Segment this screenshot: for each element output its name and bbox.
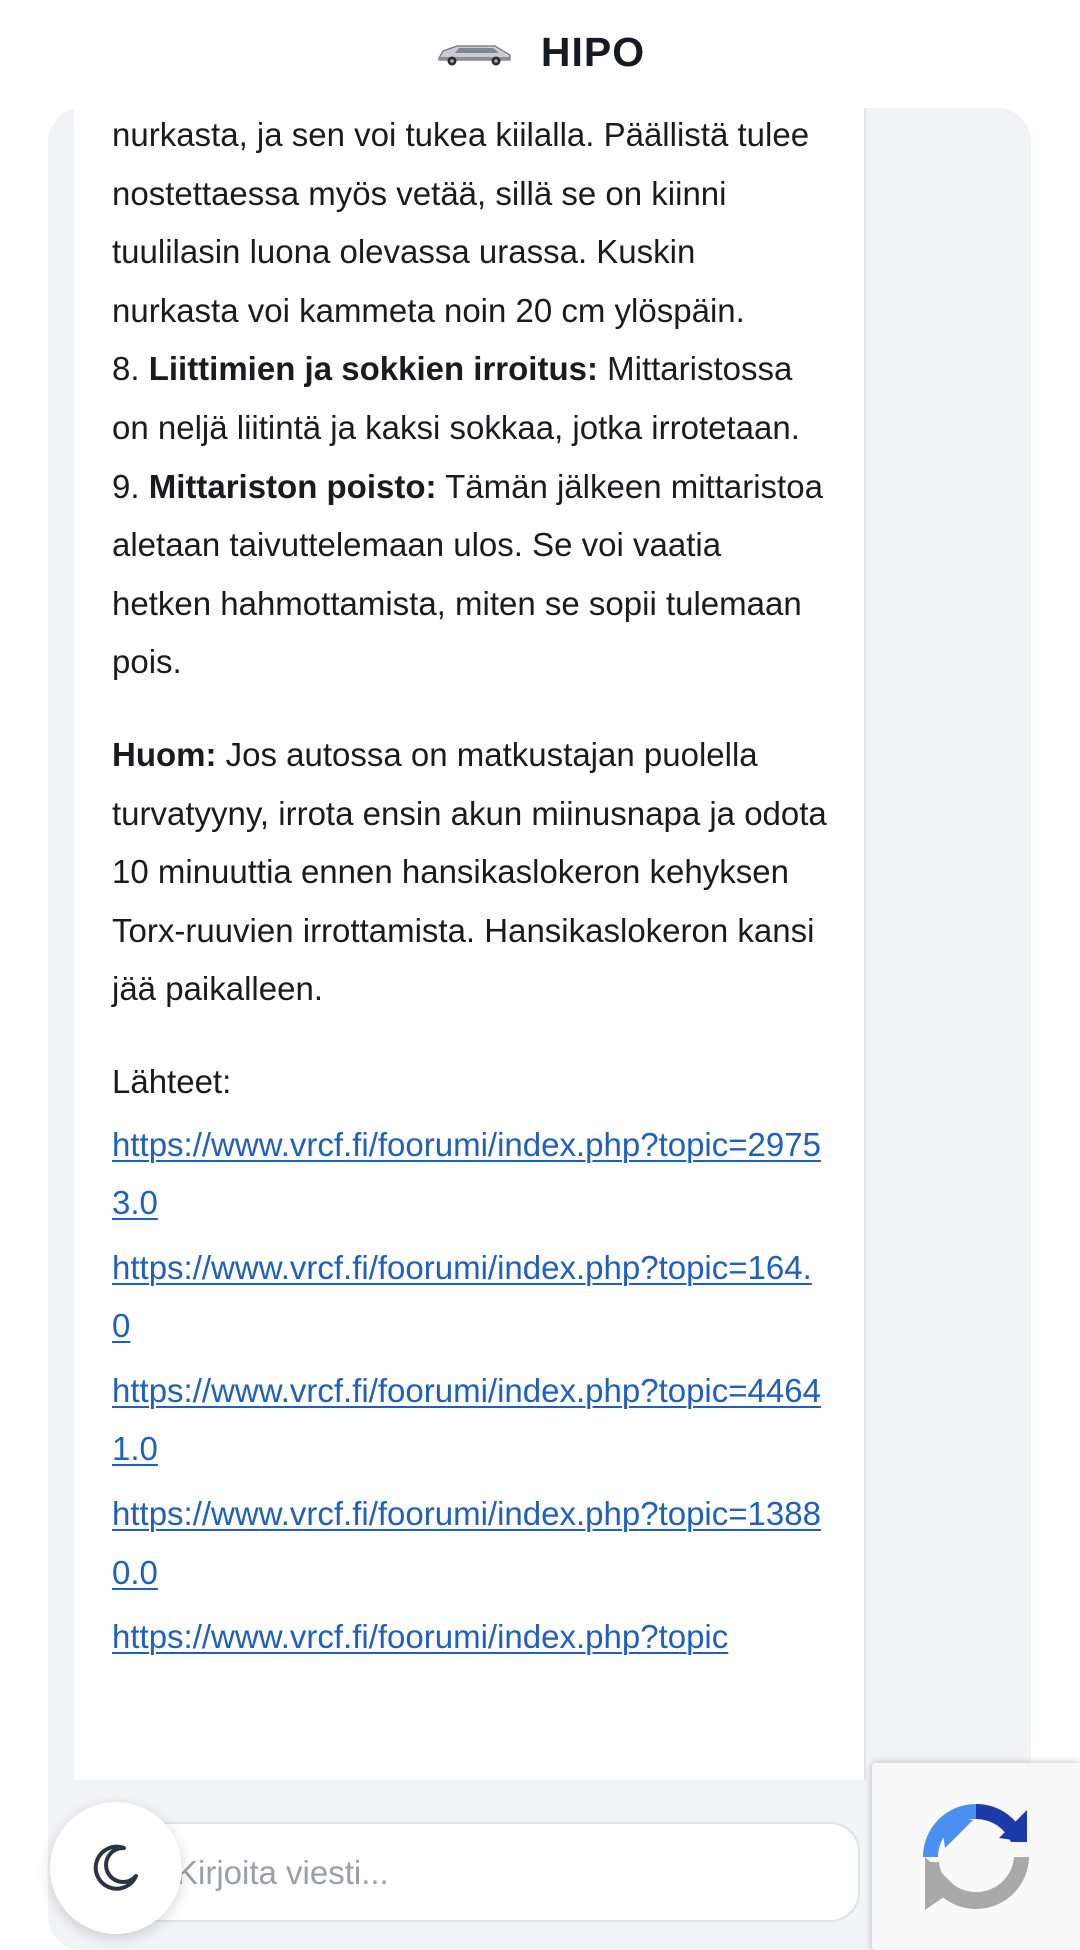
sources-label: Lähteet:: [112, 1062, 232, 1100]
note-text: Jos autossa on matkustajan puolella turvatyyny, irrota ensin akun miinusnapa ja odota 10 minuuttia ennen hansikaslokeron kehyksen Torx-ruuvien irrottamista. Hansikaslokeron kansi jää paikalleen.: [112, 735, 827, 1008]
step-title: Mittariston poisto:: [148, 467, 437, 505]
recaptcha-icon: [911, 1792, 1041, 1922]
step-number: 9.: [112, 467, 140, 505]
source-link[interactable]: https://www.vrcf.fi/foorumi/index.php?topic=44641.0: [112, 1371, 821, 1468]
step-text: Mittaristossa on neljä liitintä ja kaksi sokkaa, jotka irrotetaan.: [112, 350, 800, 446]
source-link[interactable]: https://www.vrcf.fi/foorumi/index.php?topic=29753.0: [112, 1125, 821, 1222]
header-brand: [435, 29, 645, 76]
source-link[interactable]: https://www.vrcf.fi/foorumi/index.php?topic=164.0: [112, 1248, 812, 1345]
step-item-8: [112, 340, 828, 457]
step-text: Tämän jälkeen mittaristoa aletaan taivuttelemaan ulos. Se voi vaatia hetken hahmottamista, miten se sopii tulemaan pois.: [112, 467, 823, 681]
moon-icon: [90, 1842, 142, 1894]
theme-toggle-button[interactable]: [50, 1802, 182, 1934]
message-body: [74, 108, 864, 1667]
step-item-9: [112, 458, 828, 692]
step-number: 8.: [112, 350, 140, 388]
assistant-message: [74, 108, 866, 1780]
message-composer: [120, 1822, 860, 1922]
source-link[interactable]: https://www.vrcf.fi/foorumi/index.php?topic: [112, 1618, 729, 1656]
chat-panel[interactable]: [48, 108, 1031, 1950]
message-input[interactable]: [174, 1824, 818, 1922]
car-icon: [435, 38, 513, 68]
note-paragraph: [112, 726, 828, 1019]
message-paragraph: nurkasta, ja sen voi tukea kiilalla. Päällistä tulee nostettaessa myös vetää, sillä se on kiinni tuulilasin luona olevassa urassa. Kuskin nurkasta voi kammeta noin 20 cm ylöspäin.: [112, 116, 810, 329]
note-label: Huom:: [112, 735, 217, 773]
source-link[interactable]: https://www.vrcf.fi/foorumi/index.php?topic=13880.0: [112, 1495, 821, 1591]
step-title: Liittimien ja sokkien irroitus:: [148, 350, 598, 388]
recaptcha-badge[interactable]: [872, 1763, 1080, 1950]
app-header: [0, 0, 1080, 105]
app-title: HIPO: [540, 29, 646, 75]
